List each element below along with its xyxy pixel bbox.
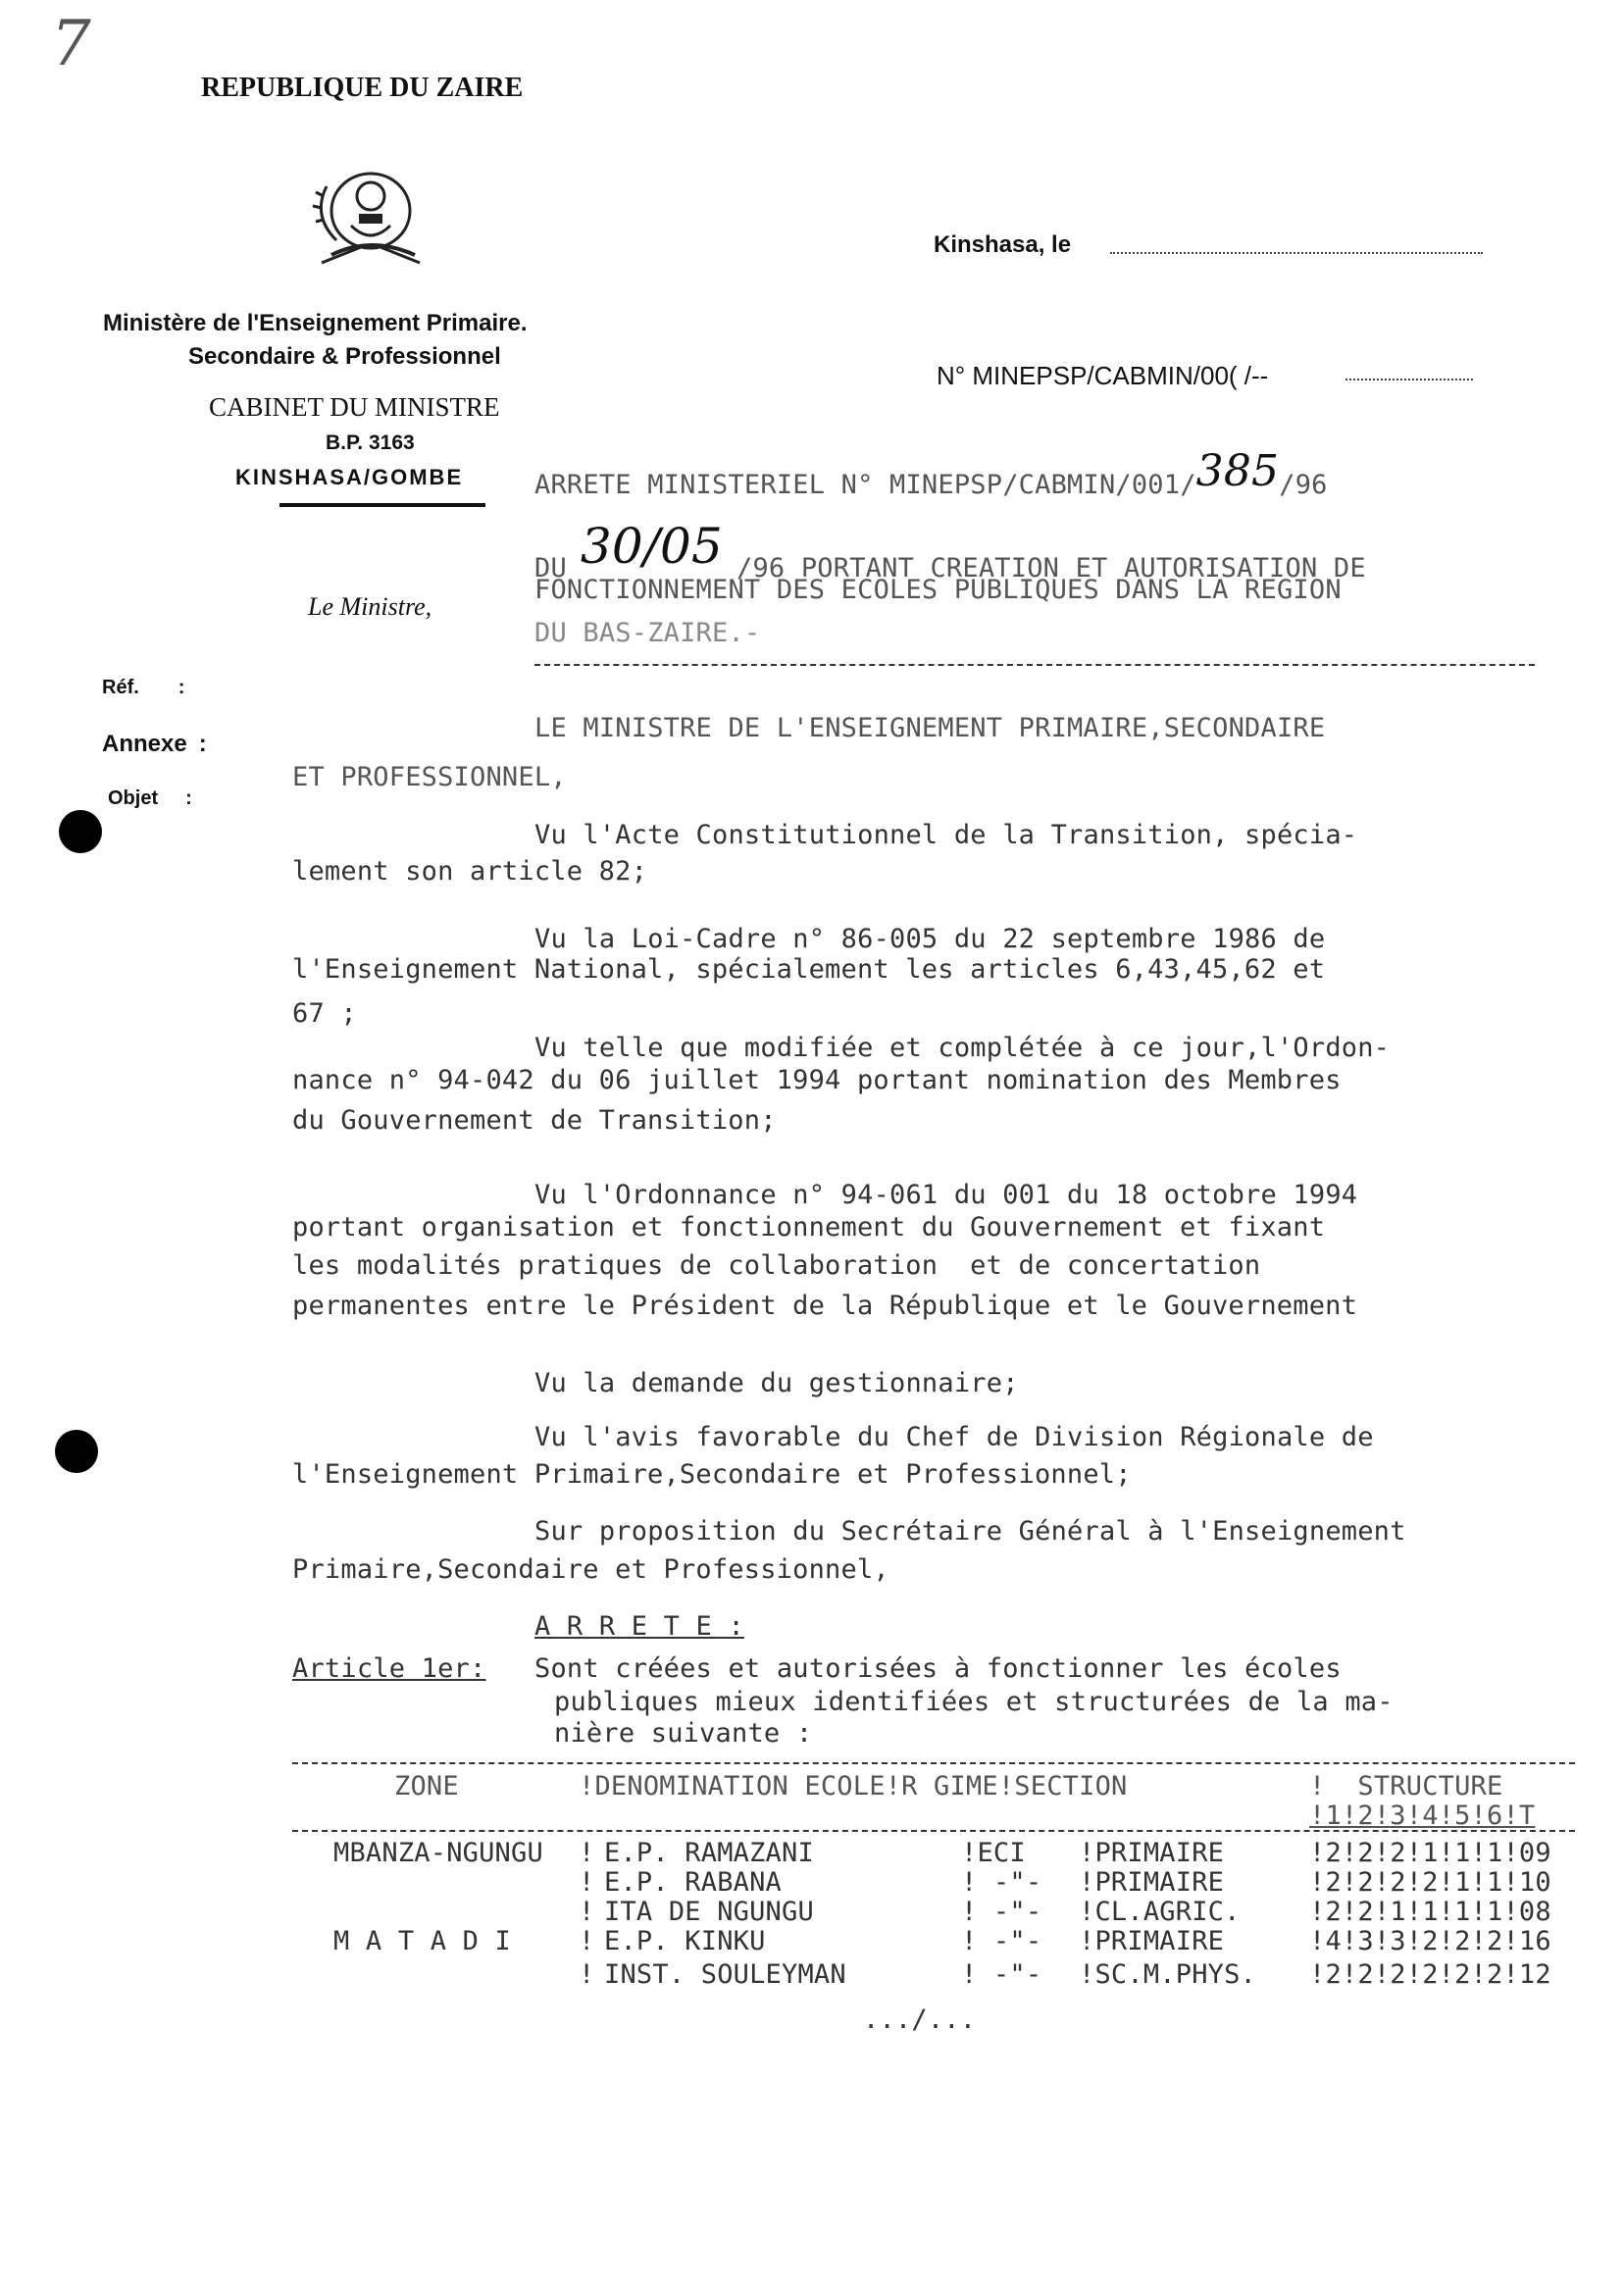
cell-regime: ! -"-: [961, 1926, 1042, 1956]
margin-handwritten-mark: 7: [51, 8, 91, 80]
cell-sep: !: [579, 1959, 595, 1990]
article-line1: Sont créées et autorisées à fonctionner les écoles: [534, 1653, 1342, 1684]
postal-box: B.P. 3163: [326, 431, 415, 454]
cell-sep: !: [579, 1838, 595, 1868]
vu3-line1: Vu telle que modifiée et complétée à ce jour,l'Ordon-: [534, 1033, 1391, 1063]
proposal-line1: Sur proposition du Secrétaire Général à l'Enseignement: [534, 1516, 1406, 1547]
objet-label: Objet :: [108, 787, 192, 809]
cell-zone: M A T A D I: [333, 1926, 512, 1956]
vu2-line2: l'Enseignement National, spécialement les articles 6,43,45,62 et: [292, 954, 1326, 985]
city-label: KINSHASA/GOMBE: [235, 465, 464, 489]
cell-section: !CL.AGRIC.: [1079, 1897, 1241, 1927]
cell-school-name: INST. SOULEYMAN: [604, 1959, 846, 1990]
cell-sep: !: [579, 1897, 595, 1927]
reference-number: N° MINEPSP/CABMIN/00( /--: [937, 361, 1269, 390]
ministry-name-line2: Secondaire & Professionnel: [188, 343, 501, 370]
cell-structure: !2!2!2!1!1!1!09: [1309, 1838, 1551, 1868]
cell-section: !SC.M.PHYS.: [1079, 1959, 1257, 1990]
continuation-mark: .../...: [863, 2004, 977, 2035]
vu4-line4: permanentes entre le Président de la République et le Gouvernement: [292, 1291, 1358, 1321]
country-heading: REPUBLIQUE DU ZAIRE: [201, 73, 524, 103]
cell-regime: ! -"-: [961, 1959, 1042, 1990]
arrete-heading: A R R E T E :: [534, 1611, 744, 1642]
decree-title-line3: FONCTIONNEMENT DES ECOLES PUBLIQUES DANS LA REGION: [534, 575, 1342, 605]
cell-regime: !ECI: [961, 1838, 1026, 1868]
vu3-line3: du Gouvernement de Transition;: [292, 1105, 777, 1136]
place-date-label: Kinshasa, le: [934, 231, 1072, 258]
cell-structure: !2!2!2!2!1!1!10: [1309, 1867, 1551, 1898]
header-zone: ZONE: [394, 1771, 459, 1801]
vu4-line3: les modalités pratiques de collaboration et de concertation: [292, 1250, 1261, 1281]
decree-number-handwritten: 385: [1195, 446, 1280, 496]
annexe-label: Annexe :: [102, 731, 207, 757]
cell-regime: ! -"-: [961, 1867, 1042, 1898]
vu2-line3: 67 ;: [292, 998, 357, 1029]
cabinet-label: CABINET DU MINISTRE: [209, 392, 500, 422]
cell-zone: MBANZA-NGUNGU: [333, 1838, 543, 1868]
header-structure-sub: !1!2!3!4!5!6!T: [1309, 1801, 1536, 1831]
article-label: Article 1er:: [292, 1653, 486, 1684]
cell-regime: ! -"-: [961, 1897, 1042, 1927]
cell-section: !PRIMAIRE: [1079, 1838, 1225, 1868]
vu1-line1: Vu l'Acte Constitutionnel de la Transition, spécia-: [534, 820, 1358, 850]
cell-structure: !2!2!2!2!2!2!12: [1309, 1959, 1551, 1990]
cell-school-name: E.P. RABANA: [604, 1867, 783, 1898]
minister-heading-line1: LE MINISTRE DE L'ENSEIGNEMENT PRIMAIRE,SECONDAIRE: [534, 713, 1326, 743]
vu1-line2: lement son article 82;: [292, 856, 648, 887]
cell-structure: !4!3!3!2!2!2!16: [1309, 1926, 1551, 1956]
national-emblem: [302, 157, 439, 279]
article-line3: nière suivante :: [554, 1718, 813, 1749]
decree-title-prefix: ARRETE MINISTERIEL N° MINEPSP/CABMIN/001/: [534, 470, 1196, 500]
table-top-rule: [292, 1762, 1575, 1764]
cell-school-name: ITA DE NGUNGU: [604, 1897, 814, 1927]
ministry-name-line1: Ministère de l'Enseignement Primaire.: [103, 310, 528, 336]
article-line2: publiques mieux identifiées et structurées de la ma-: [554, 1687, 1394, 1717]
vu6-line1: Vu l'avis favorable du Chef de Division Régionale de: [534, 1422, 1374, 1452]
objet-label-text: Objet: [108, 787, 159, 809]
cell-sep: !: [579, 1926, 595, 1956]
ref-label-text: Réf.: [102, 677, 139, 698]
city-underline: [279, 503, 485, 507]
vu4-line2: portant organisation et fonctionnement du Gouvernement et fixant: [292, 1212, 1326, 1243]
vu4-line1: Vu l'Ordonnance n° 94-061 du 001 du 18 octobre 1994: [534, 1180, 1358, 1210]
ref-label: Réf. :: [102, 677, 185, 698]
title-separator: [534, 664, 1535, 666]
vu3-line2: nance n° 94-042 du 06 juillet 1994 portant nomination des Membres: [292, 1065, 1342, 1095]
date-fill-line: [1110, 252, 1483, 254]
vu5: Vu la demande du gestionnaire;: [534, 1368, 1019, 1398]
decree-title-line1: [534, 446, 1328, 504]
proposal-line2: Primaire,Secondaire et Professionnel,: [292, 1554, 889, 1585]
table-header-rule: [292, 1830, 1575, 1832]
cell-structure: !2!2!1!1!1!1!08: [1309, 1897, 1551, 1927]
cell-section: !PRIMAIRE: [1079, 1926, 1225, 1956]
annexe-label-text: Annexe: [102, 731, 187, 757]
punch-hole-lower: [55, 1430, 98, 1473]
decree-title-subject: /96 PORTANT CREATION ET AUTORISATION DE: [736, 553, 1366, 583]
cell-sep: !: [579, 1867, 595, 1898]
minister-heading-line2: ET PROFESSIONNEL,: [292, 762, 567, 792]
signatory-label: Le Ministre,: [308, 592, 432, 621]
cell-school-name: E.P. RAMAZANI: [604, 1838, 814, 1868]
decree-title-year: /96: [1279, 470, 1328, 500]
header-structure: ! STRUCTURE: [1309, 1771, 1503, 1801]
reference-fill-line: [1345, 379, 1473, 380]
decree-date-prefix: DU: [534, 553, 567, 583]
decree-date-handwritten: 30/05: [580, 518, 724, 575]
cell-school-name: E.P. KINKU: [604, 1926, 766, 1956]
vu2-line1: Vu la Loi-Cadre n° 86-005 du 22 septembre 1986 de: [534, 924, 1326, 954]
punch-hole-upper: [59, 810, 102, 853]
cell-section: !PRIMAIRE: [1079, 1867, 1225, 1898]
decree-title-line4: DU BAS-ZAIRE.-: [534, 618, 761, 648]
header-denomination: !DENOMINATION ECOLE!R GIME!SECTION: [579, 1771, 1128, 1801]
vu6-line2: l'Enseignement Primaire,Secondaire et Professionnel;: [292, 1459, 1132, 1490]
